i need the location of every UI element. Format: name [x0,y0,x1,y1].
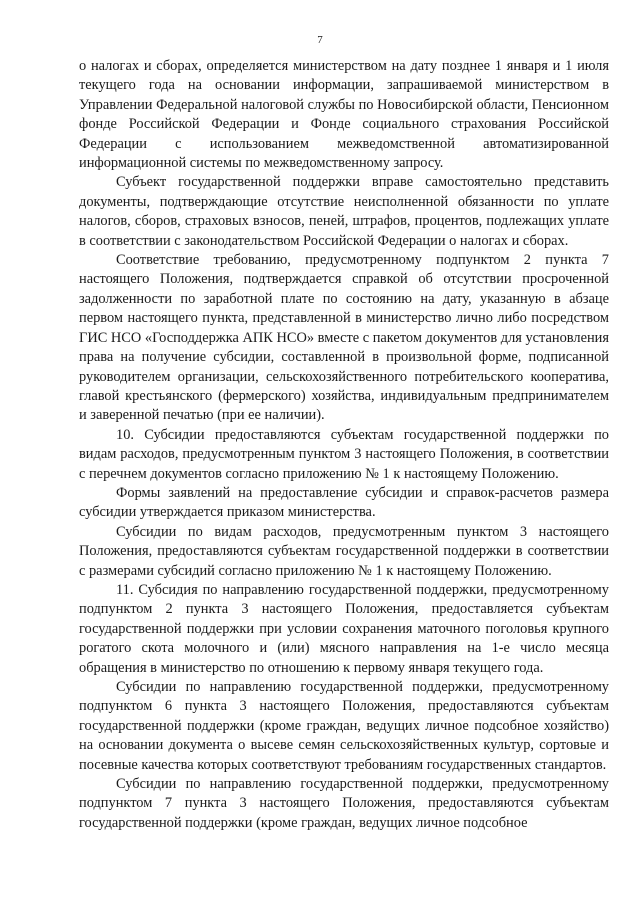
paragraph-text: Субсидии по направлению государственной поддержки, предусмотренному подпунктом 7 пункта 3 настоящего Положения, предоставляются субъектам государственной поддержки (кроме граждан, ведущих личное подсобное [79,776,609,831]
paragraph [79,57,609,173]
document-body [79,57,609,833]
paragraph [79,678,609,775]
paragraph [79,523,609,581]
paragraph [79,484,609,523]
paragraph-text: Субсидия по направлению государственной поддержки, предусмотренному подпунктом 2 пункта 3 настоящего Положения, предоставляется субъектам государственной поддержки при условии сохранения маточного поголовья крупного рогатого скота молочного и (или) мясного направления на 1-е число месяца обращения в министерство по отношению к первому января текущего года. [79,581,609,676]
paragraph [79,775,609,833]
page-number: 7 [317,34,323,46]
paragraph [79,581,609,678]
paragraph-text: Субсидии по направлению государственной поддержки, предусмотренному подпунктом 6 пункта 3 настоящего Положения, предоставляются субъектам государственной поддержки (кроме граждан, ведущих личное подсобное хозяйство) на основании документа о высеве семян сельскохозяйственных культур, сортовые и посевные качества которых соответствуют требованиям государственных стандартов. [79,679,609,773]
clause-number: 11. [116,581,134,598]
paragraph [79,251,609,426]
paragraph-text: Формы заявлений на предоставление субсидии и справок-расчетов размера субсидии утверждается приказом министерства. [79,484,609,521]
paragraph-text: Субъект государственной поддержки вправе самостоятельно представить документы, подтверждающие отсутствие неисполненной обязанности по уплате налогов, сборов, страховых взносов, пеней, штрафов, процентов, подлежащих уплате в соответствии с законодательством Российской Федерации о налогах и сборах. [79,174,609,249]
paragraph-text: Субсидии по видам расходов, предусмотренным пунктом 3 настоящего Положения, предоставляются субъектам государственной поддержки в соответствии с размерами субсидий согласно приложению № 1 к настоящему Положению. [79,523,609,579]
paragraph [79,426,609,484]
paragraph [79,173,609,251]
clause-number: 10. [116,426,134,443]
paragraph-text: о налогах и сборах, определяется министерством на дату позднее 1 января и 1 июля текущего года на основании информации, запрашиваемой министерством в Управлении Федеральной налоговой службы по Новосибирской области, Пенсионном фонде Российской Федерации и Фонде социального страхования Российской Федерации с использованием межведомственной автоматизированной информационной системы по межведомственному запросу. [79,58,609,172]
paragraph-text: Субсидии предоставляются субъектам государственной поддержки по видам расходов, предусмотренным пунктом 3 настоящего Положения, в соответствии с перечнем документов согласно приложению № 1 к настоящему Положению. [79,426,609,482]
paragraph-text: Соответствие требованию, предусмотренному подпунктом 2 пункта 7 настоящего Положения, подтверждается справкой об отсутствии просроченной задолженности по заработной плате по состоянию на дату, указанную в абзаце первом настоящего пункта, представленной в министерство лично либо посредством ГИС НСО «Господдержка АПК НСО» вместе с пакетом документов для установления права на получение субсидии, составленной в произвольной форме, подписанной руководителем организации, сельскохозяйственного потребительского кооператива, главой крестьянского (фермерского) хозяйства, индивидуальным предпринимателем и заверенной печатью (при ее наличии). [79,252,609,424]
